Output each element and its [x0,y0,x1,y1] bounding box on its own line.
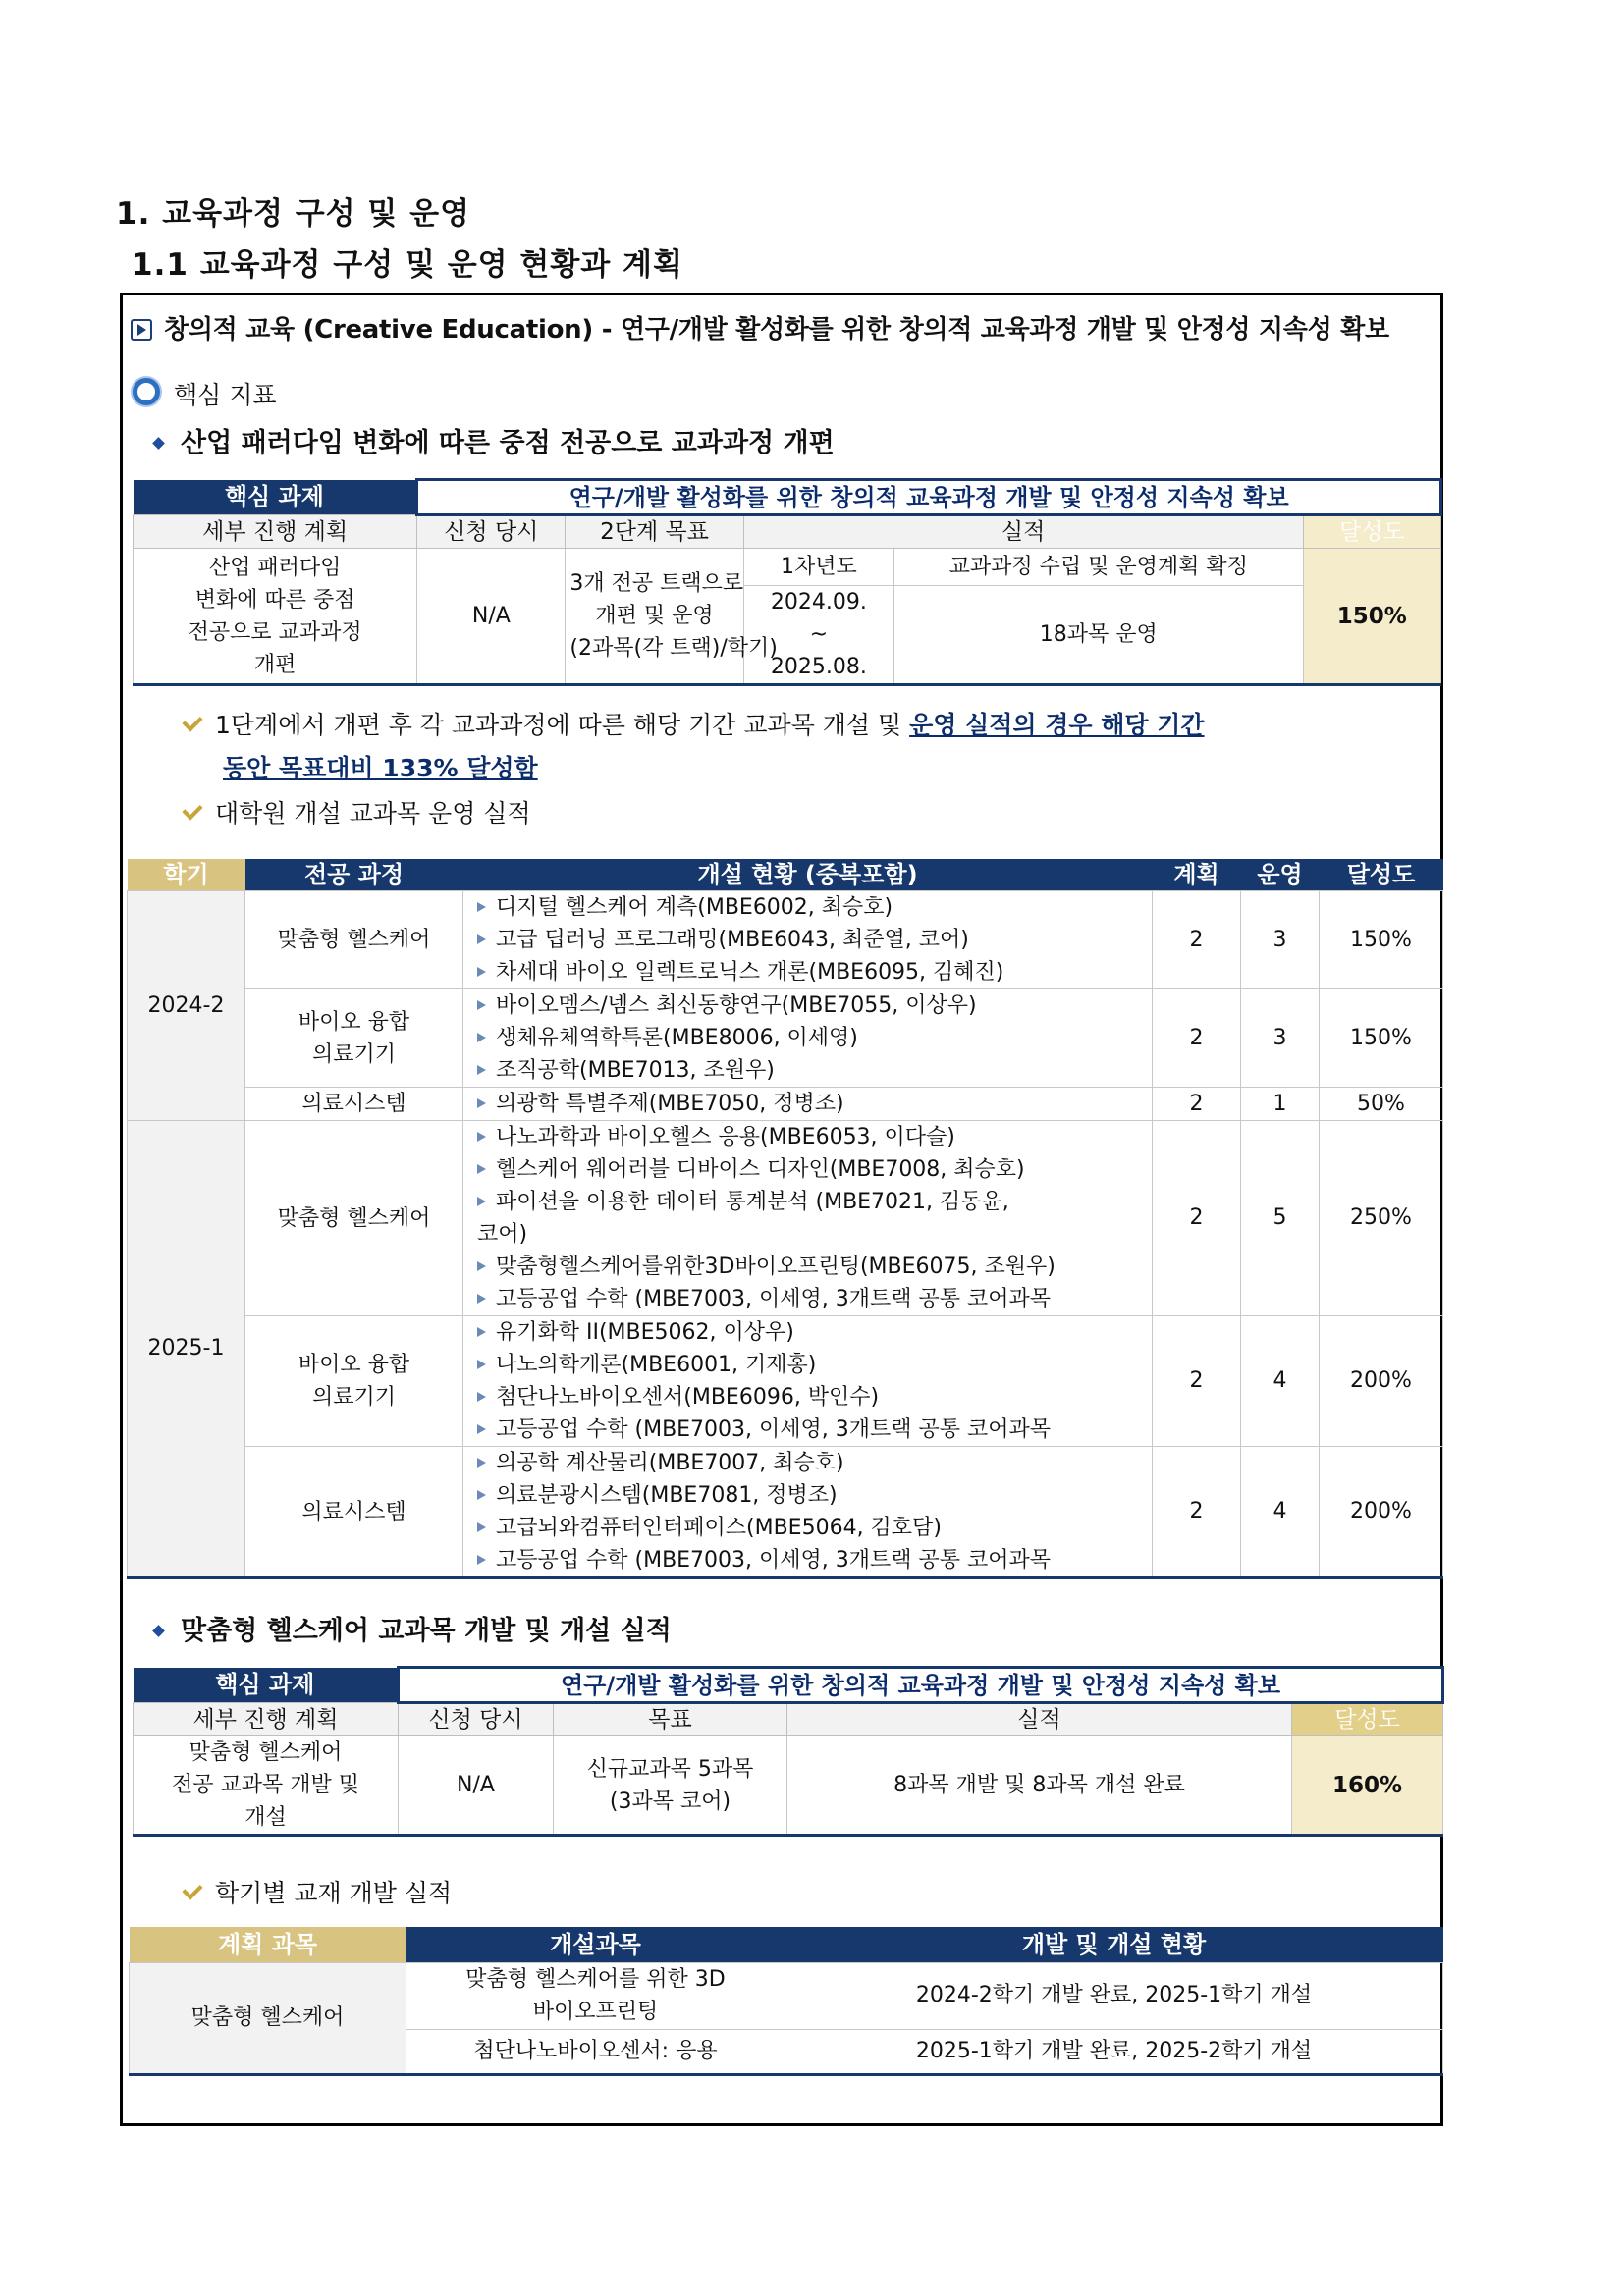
track-cell [245,891,463,989]
goal-line: 개편 및 운영 [595,604,714,628]
header-achievement: 달성도 [1292,1703,1443,1736]
header-plan: 세부 진행 계획 [134,515,417,549]
arrow-bullet-icon [477,1555,486,1565]
run-count: 1 [1241,1088,1320,1121]
year-label: 1차년도 [743,549,893,586]
achievement-value: 150% [1303,549,1440,685]
plan-count: 2 [1153,1088,1241,1121]
task-title: 연구/개발 활성화를 위한 창의적 교육과정 개발 및 안정성 지속성 확보 [417,480,1441,515]
plan-line: 변화에 따른 중점 [194,587,355,613]
arrow-bullet-icon [477,1327,486,1337]
arrow-bullet-icon [477,1098,486,1108]
course-item: 고등공업 수학 (MBE7003, 이세영, 3개트랙 공통 코어과목 [477,1283,1148,1315]
course-item: 의광학 특별주제(MBE7050, 정병조) [477,1088,1148,1120]
header-result: 실적 [743,515,1303,549]
plan-count: 2 [1153,1447,1241,1578]
course-item: 고등공업 수학 (MBE7003, 이세영, 3개트랙 공통 코어과목 [477,1414,1148,1446]
course-items [463,1088,1153,1121]
arrow-bullet-icon [477,902,486,912]
note-2 [184,794,531,829]
plan-line: 전공 교과목 개발 및 [172,1773,359,1797]
section2-title-text: 맞춤형 헬스케어 교과목 개발 및 개설 실적 [181,1616,672,1646]
plan-cell [134,549,417,685]
rate-value: 200% [1320,1447,1443,1578]
col-planned: 계획 과목 [130,1927,406,1962]
arrow-bullet-icon [477,1458,486,1468]
course-cell [406,1962,785,2029]
section2-title [154,1609,672,1647]
header-applied: 신청 당시 [417,515,566,549]
course-item: 조직공학(MBE7013, 조원우) [477,1054,1148,1087]
semester-cell: 2025-1 [128,1121,245,1578]
check-icon [182,711,202,731]
result-cell: 8과목 개발 및 8과목 개설 완료 [787,1736,1292,1836]
track-cell [245,1316,463,1447]
arrow-bullet-icon [477,1360,486,1369]
plan-count: 2 [1153,1316,1241,1447]
col-rate: 달성도 [1320,859,1443,891]
period-line: 2024.09. [770,590,867,614]
run-count: 4 [1241,1447,1320,1578]
plan-line: 개설 [244,1805,287,1830]
kpi-table-1 [133,478,1442,686]
period-line: ~ [809,622,829,647]
goal-cell [554,1736,787,1836]
note-1-emphasis-2: 동안 목표대비 133% 달성함 [223,754,538,782]
track-line: 의료기기 [311,1385,396,1410]
header-result: 실적 [787,1703,1292,1736]
arrow-bullet-icon [477,1033,486,1042]
header-applied: 신청 당시 [399,1703,554,1736]
section-heading-1: 1. 교육과정 구성 및 운영 [116,196,471,232]
plan-line: 맞춤형 헬스케어 [189,1740,343,1765]
course-items [463,1121,1153,1316]
arrow-bullet-icon [477,1261,486,1271]
plan-line: 전공으로 교과과정 [188,619,362,645]
track-line: 의료시스템 [301,1092,406,1116]
col-track: 전공 과정 [245,859,463,891]
applied-cell: N/A [399,1736,554,1836]
kpi-table-2 [133,1666,1444,1837]
course-line: 첨단나노바이오센서: 응용 [473,2039,718,2063]
note-3 [184,1874,452,1909]
task-label: 핵심 과제 [134,480,417,515]
note-1-emphasis: 운영 실적의 경우 해당 기간 [909,711,1205,739]
result-2: 18과목 운영 [893,586,1303,685]
course-item: 맞춤형헬스케어를위한3D바이오프린팅(MBE6075, 조원우) [477,1251,1148,1283]
banner-text: 창의적 교육 (Creative Education) - 연구/개발 활성화를 위한 창의적 교육과정 개발 및 안정성 지속성 확보 [164,315,1389,345]
planned-cell: 맞춤형 헬스케어 [130,1962,406,2074]
arrow-bullet-icon [477,1000,486,1010]
course-items [463,989,1153,1088]
run-count: 3 [1241,891,1320,989]
course-item: 디지털 헬스케어 계측(MBE6002, 최승호) [477,891,1148,924]
banner [131,309,1389,346]
rate-value: 150% [1320,891,1443,989]
arrow-bullet-icon [477,1294,486,1304]
rate-value: 250% [1320,1121,1443,1316]
course-item-continued: 코어) [477,1222,528,1247]
course-item: 나노의학개론(MBE6001, 기재홍) [477,1349,1148,1381]
status-cell: 2025-1학기 개발 완료, 2025-2학기 개설 [785,2029,1443,2074]
col-courses: 개설 현황 (중복포함) [463,859,1153,891]
track-line: 바이오 융합 [298,1009,410,1035]
col-status: 개발 및 개설 현황 [785,1927,1443,1962]
course-item: 유기화학 II(MBE5062, 이상우) [477,1316,1148,1349]
rate-value: 50% [1320,1088,1443,1121]
play-arrow-icon [131,319,152,341]
arrow-bullet-icon [477,1522,486,1532]
task-label: 핵심 과제 [134,1668,399,1703]
plan-line: 개편 [253,652,297,677]
task-title: 연구/개발 활성화를 위한 창의적 교육과정 개발 및 안정성 지속성 확보 [399,1668,1443,1703]
applied-cell: N/A [417,549,566,685]
diamond-bullet-icon [152,1625,165,1637]
section1-title [154,421,835,459]
period-line: 2025.08. [770,655,867,679]
status-cell: 2024-2학기 개발 완료, 2025-1학기 개설 [785,1962,1443,2029]
col-plan: 계획 [1153,859,1241,891]
course-line: 바이오프린팅 [532,2000,659,2024]
arrow-bullet-icon [477,1065,486,1075]
key-indicator [133,376,277,411]
course-item: 나노과학과 바이오헬스 응용(MBE6053, 이다슬) [477,1121,1148,1153]
course-item: 차세대 바이오 일렉트로닉스 개론(MBE6095, 김혜진) [477,956,1148,988]
header-plan: 세부 진행 계획 [134,1703,399,1736]
course-item: 첨단나노바이오센서(MBE6096, 박인수) [477,1381,1148,1414]
arrow-bullet-icon [477,1392,486,1402]
check-icon [182,1879,202,1899]
check-icon [182,799,202,820]
course-items [463,1447,1153,1578]
section1-title-text: 산업 패러다임 변화에 따른 중점 전공으로 교과과정 개편 [181,428,835,458]
note-1-text: 1단계에서 개편 후 각 교과과정에 따른 해당 기간 교과목 개설 및 [215,711,910,739]
track-line: 바이오 융합 [298,1353,410,1377]
course-item: 생체유체역학특론(MBE8006, 이세영) [477,1022,1148,1054]
goal-cell [566,549,778,685]
note-2-text: 대학원 개설 교과목 운영 실적 [215,799,531,828]
track-line: 맞춤형 헬스케어 [277,1205,431,1231]
plan-count: 2 [1153,989,1241,1088]
arrow-bullet-icon [477,934,486,944]
rate-value: 150% [1320,989,1443,1088]
track-cell [245,989,463,1088]
plan-line: 산업 패러다임 [208,555,342,580]
course-item: 의공학 계산물리(MBE7007, 최승호) [477,1447,1148,1479]
course-line: 맞춤형 헬스케어를 위한 3D [465,1967,726,1992]
arrow-bullet-icon [477,1424,486,1434]
col-run: 운영 [1241,859,1320,891]
track-cell [245,1447,463,1578]
course-item: 고급뇌와컴퓨터인터페이스(MBE5064, 김호담) [477,1512,1148,1544]
header-achievement: 달성도 [1303,515,1440,549]
section-heading-1-1: 1.1 교육과정 구성 및 운영 현황과 계획 [132,247,683,283]
arrow-bullet-icon [477,967,486,977]
arrow-bullet-icon [477,1164,486,1174]
track-line: 의료기기 [311,1041,396,1067]
diamond-bullet-icon [152,437,165,450]
course-table [127,859,1443,1579]
course-items [463,1316,1153,1447]
arrow-bullet-icon [477,1132,486,1142]
note-1 [184,706,1205,741]
content-frame [120,293,1443,2126]
plan-count: 2 [1153,1121,1241,1316]
period-cell [743,586,893,685]
run-count: 4 [1241,1316,1320,1447]
goal-line: 신규교과목 5과목 [586,1756,754,1782]
result-1: 교과과정 수립 및 운영계획 확정 [893,549,1303,586]
course-item: 고등공업 수학 (MBE7003, 이세영, 3개트랙 공통 코어과목 [477,1544,1148,1576]
textbook-table [129,1927,1443,2076]
course-cell [406,2029,785,2074]
col-semester: 학기 [128,859,245,891]
header-goal: 2단계 목표 [566,515,743,549]
track-line: 맞춤형 헬스케어 [277,928,431,952]
track-line: 의료시스템 [301,1499,406,1524]
plan-cell [134,1736,399,1836]
col-course: 개설과목 [406,1927,785,1962]
course-item: 바이오멤스/넴스 최신동향연구(MBE7055, 이상우) [477,989,1148,1022]
plan-count: 2 [1153,891,1241,989]
header-goal: 목표 [554,1703,787,1736]
rate-value: 200% [1320,1316,1443,1447]
achievement-value: 160% [1292,1736,1443,1836]
goal-line: 3개 전공 트랙으로 [569,571,744,596]
goal-line: (2과목(각 트랙)/학기) [569,636,778,661]
arrow-bullet-icon [477,1197,486,1206]
course-item: 파이션을 이용한 데이터 통계분석 (MBE7021, 김동윤, [477,1186,1148,1218]
key-indicator-label: 핵심 지표 [174,381,277,409]
run-count: 5 [1241,1121,1320,1316]
course-item: 고급 딥러닝 프로그래밍(MBE6043, 최준열, 코어) [477,924,1148,956]
run-count: 3 [1241,989,1320,1088]
bullet-ring-icon [133,378,160,405]
course-item: 헬스케어 웨어러블 디바이스 디자인(MBE7008, 최승호) [477,1153,1148,1186]
course-items [463,891,1153,989]
semester-cell: 2024-2 [128,891,245,1121]
track-cell [245,1121,463,1316]
course-item: 의료분광시스템(MBE7081, 정병조) [477,1479,1148,1512]
note-3-text: 학기별 교재 개발 실적 [215,1879,453,1907]
arrow-bullet-icon [477,1490,486,1500]
goal-line: (3과목 코어) [609,1789,731,1814]
track-cell [245,1088,463,1121]
